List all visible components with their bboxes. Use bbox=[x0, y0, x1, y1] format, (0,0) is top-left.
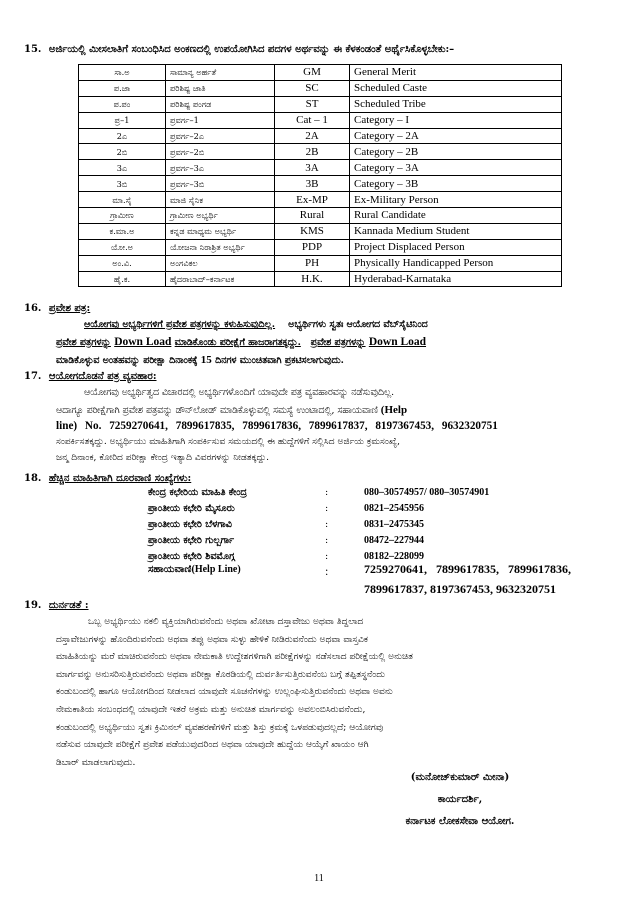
contact-label: ಪ್ರಾಂತೀಯ ಕಛೇರಿ ಶಿವಮೊಗ್ಗ bbox=[148, 551, 235, 562]
reservation-abbreviation-table bbox=[78, 64, 562, 287]
table-row bbox=[79, 239, 562, 255]
signatory-name: (ಮನೋಜ್‌ಕುಮಾರ್ ಮೀನಾ) bbox=[410, 772, 510, 783]
section-17-title: ಆಯೋಗದೊಡನೆ ಪತ್ರ ವ್ಯವಹಾರ: bbox=[48, 371, 157, 382]
abbr-english-cell: Cat – 1 bbox=[275, 112, 350, 128]
meaning-kannada-cell: ಸಾಮಾನ್ಯ ಅರ್ಹತೆ bbox=[166, 65, 275, 81]
section-17-line-5: ಜನ್ಮ ದಿನಾಂಕ, ಕೋರಿದ ಪರೀಕ್ಷಾ ಕೇಂದ್ರ ಇತ್ಯಾದಿ ವಿವರಗಳನ್ನು ನೀಡತಕ್ಕದ್ದು. bbox=[56, 453, 270, 463]
abbr-english-cell: 3A bbox=[275, 160, 350, 176]
contact-label: ಕೇಂದ್ರ ಕಛೇರಿಯ ಮಾಹಿತಿ ಕೇಂದ್ರ bbox=[148, 487, 247, 498]
abbr-kannada-cell: ಮಾ.ಸೈ bbox=[79, 192, 166, 208]
meaning-english-cell: Category – 3B bbox=[350, 176, 562, 192]
meaning-english-cell: Scheduled Tribe bbox=[350, 96, 562, 112]
abbr-english-cell: GM bbox=[275, 65, 350, 81]
section-17-text-2: ಆದಾಗ್ಯೂ ಪರೀಕ್ಷೆಗಾಗಿ ಪ್ರವೇಶ ಪತ್ರವನ್ನು ಡೌನ್‌ಲೋಡ್ ಮಾಡಿಕೊಳ್ಳುವಲ್ಲಿ ಸಮಸ್ಯೆ ಉಂಟಾದಲ್ಲಿ, ಸಹಾಯವಾಣಿ bbox=[56, 405, 378, 416]
abbr-english-cell: H.K. bbox=[275, 271, 350, 287]
meaning-english-cell: Category – I bbox=[350, 112, 562, 128]
abbr-english-cell: 2A bbox=[275, 128, 350, 144]
section-19-line: ನೇಮಕಾತಿಯ ಸಂಬಂಧದಲ್ಲಿ ಯಾವುದೇ ಇತರೆ ಅಕ್ರಮ ಮತ್ತು ಅನುಚಿತ ಮಾರ್ಗವನ್ನು ಅವಲಂಬಿಸಿರುವನೆಂದು, bbox=[56, 705, 366, 715]
contact-phone: 0821–2545956 bbox=[364, 503, 424, 514]
section-16-text-1a: ಆಯೋಗವು ಅಭ್ಯರ್ಥಿಗಳಿಗೆ ಪ್ರವೇಶ ಪತ್ರಗಳನ್ನು ಕಳುಹಿಸುವುದಿಲ್ಲ. bbox=[84, 319, 276, 330]
abbr-english-cell: SC bbox=[275, 80, 350, 96]
section-17-helpline-numbers: line) No. 7259270641, 7899617835, 7899617836, 7899617837, 8197367453, 9632320751 bbox=[56, 420, 498, 432]
meaning-kannada-cell: ಗ್ರಾಮೀಣ ಅಭ್ಯರ್ಥಿ bbox=[166, 208, 275, 224]
section-16-line-1 bbox=[84, 316, 604, 333]
meaning-english-cell: General Merit bbox=[350, 65, 562, 81]
meaning-kannada-cell: ಪರಿಶಿಷ್ಟ ಜಾತಿ bbox=[166, 80, 275, 96]
section-17-line-1: ಆಯೋಗವು ಅಭ್ಯರ್ಥಿತ್ವದ ವಿಚಾರದಲ್ಲಿ ಅಭ್ಯರ್ಥಿಗಳೊಂದಿಗೆ ಯಾವುದೇ ಪತ್ರ ವ್ಯವಹಾರವನ್ನು ನಡೆಸುವುದಿಲ್ಲ. bbox=[84, 387, 395, 398]
meaning-english-cell: Scheduled Caste bbox=[350, 80, 562, 96]
meaning-kannada-cell: ಮಾಜಿ ಸೈನಿಕ bbox=[166, 192, 275, 208]
abbr-kannada-cell: 2ಬಿ bbox=[79, 144, 166, 160]
meaning-kannada-cell: ಕನ್ನಡ ಮಾಧ್ಯಮ ಅಭ್ಯರ್ಥಿ bbox=[166, 223, 275, 239]
section-19-line: ಡಿಬಾರ್ ಮಾಡಲಾಗುವುದು. bbox=[56, 757, 136, 768]
abbr-kannada-cell: 2ಎ bbox=[79, 128, 166, 144]
section-18-number: 18. bbox=[24, 473, 42, 484]
section-16-text-2b: ಮಾಡಿಕೊಂಡು ಪರೀಕ್ಷೆಗೆ ಹಾಜರಾಗತಕ್ಕದ್ದು. bbox=[174, 337, 301, 348]
table-row bbox=[79, 192, 562, 208]
table-row bbox=[79, 271, 562, 287]
table-row bbox=[79, 80, 562, 96]
abbr-kannada-cell: ಪ.ಜಾ bbox=[79, 80, 166, 96]
section-19-line: ಮಾರ್ಗವನ್ನು ಅನುಸರಿಸುತ್ತಿರುವನೆಂದು ಅಥವಾ ಪರೀಕ್ಷಾ ಕೊಠಡಿಯಲ್ಲಿ ದುರ್ವರ್ತಿಸುತ್ತಿರುವನೆಂಬ ಬಗ್ಗೆ ತಪ್ಪಿತಸ್ಥನೆಂದು bbox=[56, 669, 386, 680]
abbr-english-cell: PDP bbox=[275, 239, 350, 255]
meaning-kannada-cell: ಪ್ರವರ್ಗ–2ಬಿ bbox=[166, 144, 275, 160]
contact-colon: : bbox=[325, 535, 329, 546]
section-19-line: ನಡೆಸುವ ಯಾವುದೇ ಪರೀಕ್ಷೆಗೆ ಪ್ರವೇಶ ಪಡೆಯುವುದರಿಂದ ಅಥವಾ ಯಾವುದೇ ಹುದ್ದೆಯ ಆಯ್ಕೆಗೆ ಖಾಯಂ ಆಗಿ bbox=[56, 740, 369, 751]
section-19-line: ಕಂಡುಬಂದಲ್ಲಿ ಹಾಗೂ ಆಯೋಗದಿಂದ ನೀಡಲಾದ ಯಾವುದೇ ಸೂಚನೆಗಳನ್ನು ಉಲ್ಲಂಘಿಸುತ್ತಿರುವನೆಂದು ಅಥವಾ ಅವನು bbox=[56, 687, 393, 698]
section-16-heading bbox=[24, 303, 90, 314]
table-row bbox=[79, 112, 562, 128]
abbr-english-cell: 2B bbox=[275, 144, 350, 160]
section-19-line: ಮಾಹಿತಿಯನ್ನು ಮರೆ ಮಾಚಿರುವನೆಂದು ಅಥವಾ ನೇಮಕಾತಿ ಉದ್ದೇಶಗಳಿಗಾಗಿ ಪರೀಕ್ಷೆಗಳನ್ನು ನಡೆಸಲಾದ ಪರೀಕ್ಷೆಯಲ್ಲಿ ಅನುಚಿತ bbox=[56, 652, 413, 663]
section-19-line: ದಸ್ತಾವೇಜುಗಳನ್ನು ಹೊಂದಿರುವನೆಂದು ಅಥವಾ ತಪ್ಪು ಅಥವಾ ಸುಳ್ಳು ಹೇಳಿಕೆ ನೀಡಿರುವನೆಂದು ಅಥವಾ ವಾಸ್ತವಿಕ bbox=[56, 634, 368, 645]
meaning-english-cell: Hyderabad-Karnataka bbox=[350, 271, 562, 287]
download-link-text: Down Load bbox=[114, 336, 172, 348]
section-16-line-2 bbox=[56, 334, 604, 351]
section-15-number: 15. bbox=[24, 44, 42, 55]
contact-phone: 080–30574957/ 080–30574901 bbox=[364, 487, 490, 498]
abbr-english-cell: PH bbox=[275, 255, 350, 271]
contact-phone: 08472–227944 bbox=[364, 535, 424, 546]
abbr-kannada-cell: ಪ.ಪಂ bbox=[79, 96, 166, 112]
section-19-line: ಕಂಡುಬಂದಲ್ಲಿ ಅಭ್ಯರ್ಥಿಯು ಸ್ವತಃ ಕ್ರಿಮಿನಲ್ ವ್ಯವಹರಣೆಗಳಿಗೆ ಮತ್ತು ಶಿಸ್ತು ಕ್ರಮಕ್ಕೆ ಒಳಪಡುವುದಲ್ಲದೆ; ಆಯೋಗವು bbox=[56, 722, 384, 733]
section-19-number: 19. bbox=[24, 600, 42, 611]
abbr-kannada-cell: ಯೋ.ಅ bbox=[79, 239, 166, 255]
contact-phone: 08182–228099 bbox=[364, 551, 424, 562]
section-19-title: ದುರ್ನಡತೆ : bbox=[48, 600, 89, 611]
meaning-english-cell: Kannada Medium Student bbox=[350, 223, 562, 239]
section-15-heading bbox=[24, 44, 454, 55]
contact-colon: : bbox=[325, 487, 329, 498]
abbr-kannada-cell: ಅಂ.ವಿ. bbox=[79, 255, 166, 271]
abbr-english-cell: Ex-MP bbox=[275, 192, 350, 208]
section-17-number: 17. bbox=[24, 371, 42, 382]
meaning-english-cell: Physically Handicapped Person bbox=[350, 255, 562, 271]
section-16-number: 16. bbox=[24, 303, 42, 314]
section-18-heading bbox=[24, 473, 191, 484]
meaning-english-cell: Category – 3A bbox=[350, 160, 562, 176]
meaning-kannada-cell: ಪ್ರವರ್ಗ–2ಎ bbox=[166, 128, 275, 144]
section-16-text-2c: ಪ್ರವೇಶ ಪತ್ರಗಳನ್ನು bbox=[310, 337, 366, 348]
meaning-kannada-cell: ಹೈದರಾಬಾದ್–ಕರ್ನಾಟಕ bbox=[166, 271, 275, 287]
table-row bbox=[79, 223, 562, 239]
contact-colon: : bbox=[325, 551, 329, 562]
abbr-kannada-cell: 3ಬಿ bbox=[79, 176, 166, 192]
contact-label: ಪ್ರಾಂತೀಯ ಕಛೇರಿ ಗುಲ್ಬರ್ಗಾ bbox=[148, 535, 235, 546]
section-16-title: ಪ್ರವೇಶ ಪತ್ರ: bbox=[48, 303, 91, 314]
table-row bbox=[79, 255, 562, 271]
meaning-english-cell: Project Displaced Person bbox=[350, 239, 562, 255]
section-17-heading bbox=[24, 371, 157, 382]
abbr-kannada-cell: ಕ.ಮಾ.ಅ bbox=[79, 223, 166, 239]
helpline-numbers-line-2: 7899617837, 8197367453, 9632320751 bbox=[364, 582, 556, 596]
contact-label: ಪ್ರಾಂತೀಯ ಕಛೇರಿ ಮೈಸೂರು bbox=[148, 503, 235, 514]
meaning-english-cell: Category – 2B bbox=[350, 144, 562, 160]
table-row bbox=[79, 208, 562, 224]
abbr-kannada-cell: ಗ್ರಾಮೀಣ bbox=[79, 208, 166, 224]
signatory-office: ಕರ್ನಾಟಕ ಲೋಕಸೇವಾ ಆಯೋಗ. bbox=[405, 816, 515, 827]
meaning-english-cell: Rural Candidate bbox=[350, 208, 562, 224]
table-row bbox=[79, 96, 562, 112]
meaning-kannada-cell: ಪ್ರವರ್ಗ–3ಎ bbox=[166, 160, 275, 176]
abbr-kannada-cell: 3ಎ bbox=[79, 160, 166, 176]
helpline-numbers-line-1: 7259270641, 7899617835, 7899617836, bbox=[364, 562, 571, 576]
meaning-english-cell: Category – 2A bbox=[350, 128, 562, 144]
table-row bbox=[79, 128, 562, 144]
section-18-title: ಹೆಚ್ಚಿನ ಮಾಹಿತಿಗಾಗಿ ದೂರವಾಣಿ ಸಂಖ್ಯೆಗಳು: bbox=[48, 473, 192, 484]
page-number: 11 bbox=[314, 873, 324, 884]
section-15-title: ಅರ್ಜಿಯಲ್ಲಿ ಮೀಸಲಾತಿಗೆ ಸಂಬಂಧಿಸಿದ ಅಂಕಣದಲ್ಲಿ ಉಪಯೋಗಿಸಿದ ಪದಗಳ ಅರ್ಥವನ್ನು ಈ ಕೆಳಕಂಡಂತೆ ಅರ್ಥೈಸಿಕೊಳ್ಳಬೇಕು:– bbox=[48, 44, 455, 55]
contact-label: ಪ್ರಾಂತೀಯ ಕಛೇರಿ ಬೆಳಗಾವಿ bbox=[148, 519, 232, 530]
table-row bbox=[79, 65, 562, 81]
section-16-text-1b: ಅಭ್ಯರ್ಥಿಗಳು ಸ್ವತಃ ಆಯೋಗದ ವೆಬ್‌ಸೈಟಿನಿಂದ bbox=[288, 319, 428, 330]
section-16-text-2a: ಪ್ರವೇಶ ಪತ್ರಗಳನ್ನು bbox=[56, 337, 111, 348]
contact-colon: : bbox=[325, 519, 329, 530]
meaning-kannada-cell: ಅಂಗವಿಕಲ bbox=[166, 255, 275, 271]
helpline-label: ಸಹಾಯವಾಣಿ(Help Line) bbox=[148, 564, 241, 575]
section-16-text-3b: ದಿನಗಳ ಮುಂಚಿತವಾಗಿ ಪ್ರಕಟಿಸಲಾಗುವುದು. bbox=[215, 355, 344, 366]
abbr-english-cell: Rural bbox=[275, 208, 350, 224]
section-16-line-3 bbox=[56, 352, 604, 369]
download-link-text-2: Down Load bbox=[368, 336, 427, 348]
section-16-text-3a: ಮಾಡಿಕೊಳ್ಳುವ ಅಂತಹವನ್ನು ಪರೀಕ್ಷಾ ದಿನಾಂಕಕ್ಕೆ bbox=[56, 355, 198, 366]
meaning-kannada-cell: ಯೋಜನಾ ನಿರಾಶ್ರಿತ ಅಭ್ಯರ್ಥಿ bbox=[166, 239, 275, 255]
section-17-line-2 bbox=[56, 402, 616, 419]
table-row bbox=[79, 144, 562, 160]
abbr-kannada-cell: ಸಾ.ಅ bbox=[79, 65, 166, 81]
meaning-kannada-cell: ಪ್ರವರ್ಗ–3ಬಿ bbox=[166, 176, 275, 192]
abbr-kannada-cell: ಪ್ರ–1 bbox=[79, 112, 166, 128]
table-row bbox=[79, 176, 562, 192]
abbr-english-cell: 3B bbox=[275, 176, 350, 192]
meaning-english-cell: Ex-Military Person bbox=[350, 192, 562, 208]
section-19-line: ಒಬ್ಬ ಅಭ್ಯರ್ಥಿಯು ನಕಲಿ ವ್ಯಕ್ತಿಯಾಗಿರುವನೆಂದು ಅಥವಾ ಖೋಟಾ ದಸ್ತಾವೇಜು ಅಥವಾ ತಿದ್ದಲಾದ bbox=[88, 617, 364, 627]
section-17-line-4: ಸಂಪರ್ಕಿಸತಕ್ಕದ್ದು. ಅಭ್ಯರ್ಥಿಯು ಮಾಹಿತಿಗಾಗಿ ಸಂಪರ್ಕಿಸುವ ಸಮಯದಲ್ಲಿ ಈ ಹುದ್ದೆಗಳಿಗೆ ಸಲ್ಲಿಸಿದ ಅರ್ಜಿಯ ಕ್ರಮಸಂಖ್ಯೆ, bbox=[56, 437, 401, 447]
meaning-kannada-cell: ಪ್ರವರ್ಗ–1 bbox=[166, 112, 275, 128]
meaning-kannada-cell: ಪರಿಶಿಷ್ಟ ಪಂಗಡ bbox=[166, 96, 275, 112]
table-row bbox=[79, 160, 562, 176]
section-17-help-open: (Help bbox=[380, 404, 408, 416]
section-16-days: 15 bbox=[200, 354, 212, 366]
contact-phone: 0831–2475345 bbox=[364, 519, 424, 530]
section-19-heading bbox=[24, 600, 89, 611]
signatory-designation: ಕಾರ್ಯದರ್ಶಿ, bbox=[437, 794, 483, 805]
abbr-kannada-cell: ಹೈ.ಕ. bbox=[79, 271, 166, 287]
abbr-english-cell: KMS bbox=[275, 223, 350, 239]
abbr-english-cell: ST bbox=[275, 96, 350, 112]
contact-colon: : bbox=[325, 503, 329, 514]
helpline-colon: : bbox=[325, 564, 329, 578]
